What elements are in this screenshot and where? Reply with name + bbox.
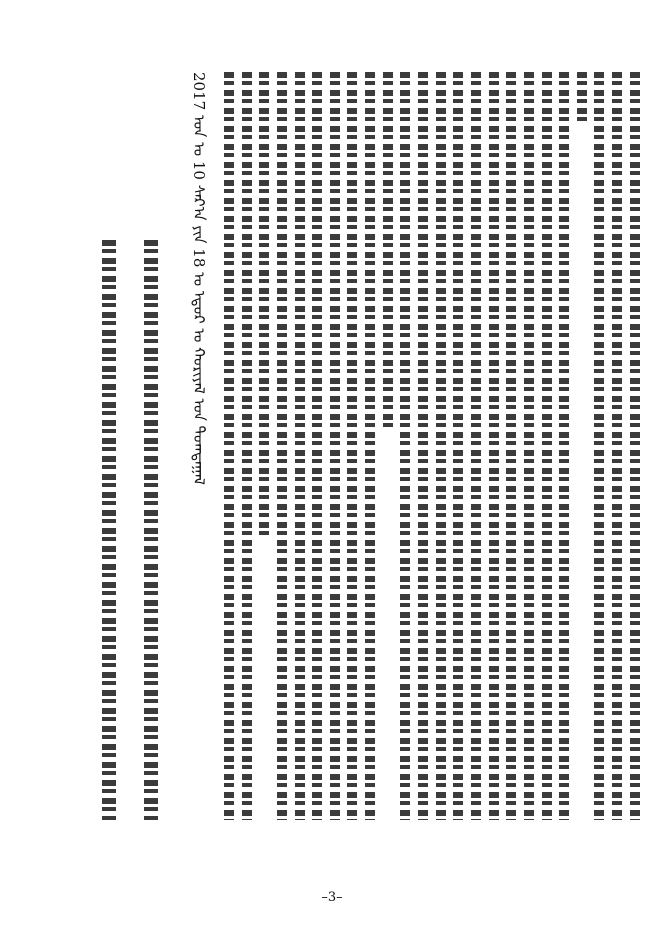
text-column [257, 72, 271, 820]
text-column [363, 72, 377, 820]
text-column [540, 72, 554, 820]
text-column [434, 72, 448, 820]
text-column [398, 72, 412, 820]
text-column [240, 72, 254, 820]
issuer-column [142, 240, 160, 820]
text-column [416, 72, 430, 820]
text-column [504, 72, 518, 820]
page-number: –3– [321, 890, 343, 905]
date-line: 2017 ᠣᠨ ᠤ 10 ᠰᠠᠷ᠎ᠠ ᠶᠢᠨ 18 ᠤ ᠡᠳᠦᠷ ᠤ ᠬᠤᠷᠢᠶᠠᠯ ᠤᠨ ᠲᠣᠭᠲᠠᠭᠠᠯ [190, 72, 208, 485]
text-column [628, 72, 642, 820]
text-column [222, 72, 236, 820]
text-column [592, 72, 606, 820]
text-column [275, 72, 289, 820]
text-column [469, 72, 483, 820]
text-column [310, 72, 324, 820]
text-column [293, 72, 307, 820]
text-column [381, 72, 395, 820]
text-column [557, 72, 571, 820]
body-text-columns [222, 72, 642, 820]
text-column [328, 72, 342, 820]
text-column [345, 72, 359, 820]
text-column [575, 72, 589, 820]
issuer-column [100, 240, 118, 820]
issuer-columns [100, 240, 160, 820]
text-column [522, 72, 536, 820]
text-column [451, 72, 465, 820]
date-column [188, 72, 210, 632]
text-column [487, 72, 501, 820]
text-column [610, 72, 624, 820]
